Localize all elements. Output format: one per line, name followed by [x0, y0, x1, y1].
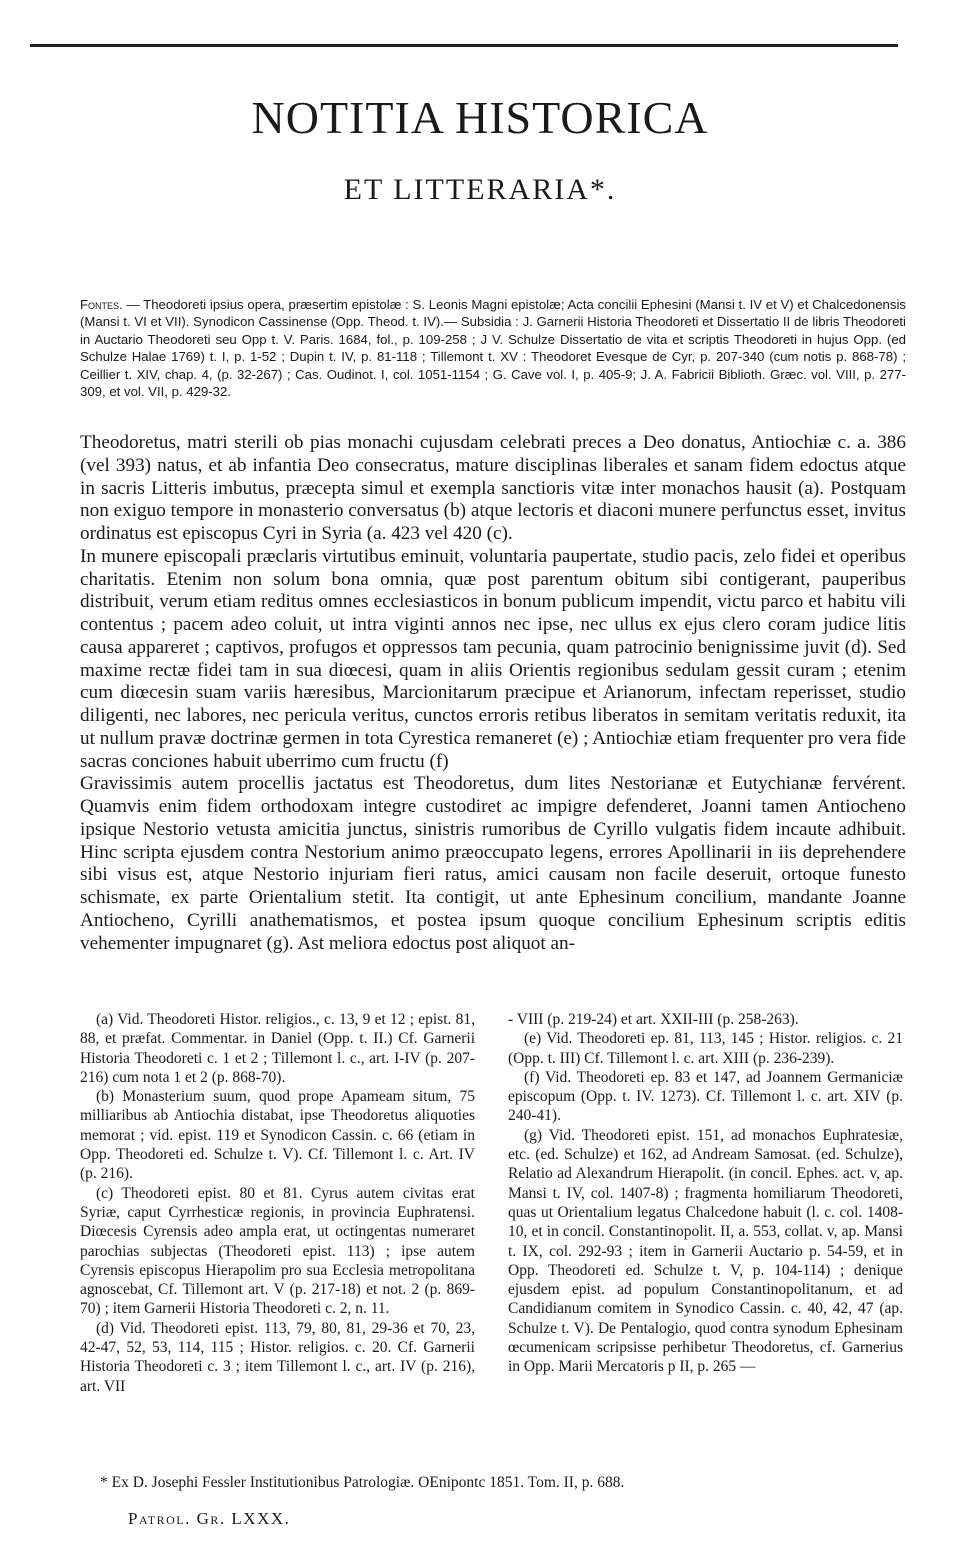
note-g: (g) Vid. Theodoreti epist. 151, ad monachos Euphratesiæ, etc. (ed. Schulze) et 162, ad Andream Samosat. (ed. Schulze), Relatio ad Alexandrum Hierapolit. (in concil. Ephes. act. v, ap. Mansi t. IV, col. 1407-8) ; fragmenta homiliarum Theodoreti, quas ut Orientalium legatus Chalcedone habuit (l. c. col. 1408-10, et in concil. Constantinopolit. II, a. 553, collat. v, ap. Mansi t. IX, col. 292-93 ; item in Garnerii Auctario p. 54-59, et in Opp. Theodoreti ed. Schulze t. V, p. 104-114) ; denique ejusdem epist. ad populum Constantinopolitanum, et ad Candidianum comitem in Synodico Cassin. c. 40, 42, 47 (ap. Schulze t. V). De Pentalogio, quod contra synodum Ephesinam œcumenicam scripsisse perhibetur Theodoretus, cf. Garnerius in Opp. Marii Mercatoris p II, p. 265 —: [508, 1126, 903, 1376]
note-e: (e) Vid. Theodoreti ep. 81, 113, 145 ; Histor. religios. c. 21 (Opp. t. III) Cf. Tillemont l. c. art. XIII (p. 236-239).: [508, 1030, 903, 1067]
body-paragraph-3: Gravissimis autem procellis jactatus est Theodoretus, dum lites Nestorianæ et Eutychianæ fervérent. Quamvis enim fidem orthodoxam integre custodiret ac impigre defenderet, Joanni tamen Antiocheno ipsique Nestorio vetusta amicitia junctus, sinistris rumoribus de Cyrillo vulgatis fidem incaute adhibuit. Hinc scripta ejusdem contra Nestorium animo præoccupato legens, errores Apollinarii in iis deprehendere sibi visus est, atque Nestorio injuriam fieri ratus, amici causam non facile deseruit, ortoque funesto schismate, ex parte Orientalium stetit. Ita contigit, ut ante Ephesinum concilium, mandante Joanne Antiocheno, Cyrilli anathematismos, et postea ipsum quoque concilium Ephesinum scriptis editis vehementer impugnaret (g). Ast meliora edoctus post aliquot an-: [80, 773, 906, 954]
notes-column-right: [508, 1010, 903, 1377]
body-paragraph-1: Theodoretus, matri sterili ob pias monachi cujusdam celebrati preces a Deo donatus, Antiochiæ c. a. 386 (vel 393) natus, et ab infantia Deo consecratus, mature disciplinas liberales et sanam fidem edoctus atque in sacris Litteris imbutus, præcepta simul et exempla sanctioris vitæ inter monachos hausit (a). Postquam non exiguo tempore in monasterio conversatus (b) atque lectoris et diaconi munere perfunctus esset, invitus ordinatus est episcopus Cyri in Syria (a. 423 vel 420 (c).: [80, 432, 906, 544]
main-text: [80, 432, 906, 955]
fontes-label: Fontes.: [80, 297, 123, 312]
note-d: (d) Vid. Theodoreti epist. 113, 79, 80, 81, 29-36 et 70, 23, 42-47, 52, 53, 114, 115 ; Histor. religios. c. 20. Cf. Garnerii Historia Theodoreti c. 3 ; item Tillemont l. c., art. IV (p. 216), art. VII: [80, 1319, 475, 1395]
note-f: (f) Vid. Theodoreti ep. 83 et 147, ad Joannem Germaniciæ episcopum (Opp. t. IV. 1273). Cf. Tillemont l. c. art. XIV (p. 240-41).: [508, 1068, 903, 1125]
page-subtitle: ET LITTERARIA*.: [343, 173, 617, 206]
page-title: NOTITIA HISTORICA: [251, 92, 709, 143]
top-rule: [30, 44, 898, 47]
note-c: (c) Theodoreti epist. 80 et 81. Cyrus autem civitas erat Syriæ, caput Cyrrhesticæ regionis, in provincia Euphratensi. Diœcesis Cyrensis adeo ampla erat, ut octingentas numeraret parochias subjectas (Theodoreti epist. 113) ; ipse autem Cyrensis episcopus Hierapolim pro sua Ecclesia metropolitana agnoscebat, Cf. Tillemont art. V (p. 217-18) et not. 2 (p. 869-70) ; item Garnerii Historia Theodoreti c. 2, n. 11.: [80, 1184, 475, 1318]
source-footnote: * Ex D. Josephi Fessler Institutionibus Patrologiæ. OEnipontc 1851. Tom. II, p. 688.: [100, 1474, 625, 1491]
body-paragraph-2: In munere episcopali præclaris virtutibus eminuit, voluntaria paupertate, studio pacis, zelo fidei et operibus charitatis. Etenim non solum bona omnia, quæ post parentum obitum sibi contigerant, pauperibus distribuit, verum etiam reditus omnes ecclesiasticos in bonum publicum impendit, victu parco et habitu vili contentus ; pacem adeo coluit, ut intra viginti annos nec ipse, nec ullus ex ejus clero coram judice litis causa appareret ; captivos, profugos et oppressos tam pecunia, quam patrocinio benignissime juvit (d). Sed maxime rectæ fidei tam in sua diœcesi, quam in aliis Orientis regionibus sedulam gessit curam ; etenim cum diœcesin suam variis hæresibus, Marcionitarum præcipue et Arianorum, infectam reperisset, studio diligenti, nec labores, nec pericula veritus, cunctos erroris retibus liberatos in semitam veritatis reduxit, ita ut nullum pravæ doctrinæ germen in tota Cyrestica remaneret (e) ; Antiochiæ etiam frequenter pro vera fide sacras conciones habuit uberrimo cum fructu (f): [80, 545, 906, 772]
note-d-continuation: - VIII (p. 219-24) et art. XXII-III (p. 258-263).: [508, 1011, 799, 1028]
fontes-text: — Theodoreti ipsius opera, præsertim epistolæ : S. Leonis Magni epistolæ; Acta concilii Ephesini (Mansi t. IV et V) et Chalcedonensis (Mansi t. VI et VII). Synodicon Cassinense (Opp. Theod. t. IV).— Subsidia : J. Garnerii Historia Theodoreti et Dissertatio II de libris Theodoreti in Auctario Theodoreti seu Opp t. V. Paris. 1684, fol., p. 109-258 ; J V. Schulze Dissertatio de vita et scriptis Theodoreti in hujus Opp. (ed Schulze Halae 1769) t. I, p. 1-52 ; Dupin t. IV, p. 81-118 ; Tillemont t. XV : Theodoret Evesque de Cyr, p. 207-340 (cum notis p. 868-78) ; Ceillier t. XIV, chap. 4, (p. 32-267) ; Cas. Oudinot. I, col. 1051-1154 ; G. Cave vol. I, p. 405-9; J. A. Fabricii Biblioth. Græc. vol. VIII, p. 277-309, et vol. VII, p. 429-32.: [80, 297, 906, 400]
signature-line: Patrol. Gr. LXXX.: [128, 1509, 291, 1528]
fontes-paragraph: [80, 296, 906, 400]
note-a: (a) Vid. Theodoreti Histor. religios., c. 13, 9 et 12 ; epist. 81, 88, et præfat. Commentar. in Daniel (Opp. t. II.) Cf. Garnerii Historia Theodoreti c. 1 et 2 ; Tillemont l. c., art. I-IV (p. 207-216) cum nota 1 et 2 (p. 868-70).: [80, 1011, 475, 1086]
note-b: (b) Monasterium suum, quod prope Apameam situm, 75 milliaribus ab Antiochia distabat, ipse Theodoretus aliquoties memorat ; vid. epist. 119 et Synodicon Cassin. c. 66 (etiam in Opp. Theodoreti ed. Schulze t. V). Cf. Tillemont l. c. Art. IV (p. 216).: [80, 1088, 475, 1183]
notes-column-left: [80, 1010, 475, 1396]
